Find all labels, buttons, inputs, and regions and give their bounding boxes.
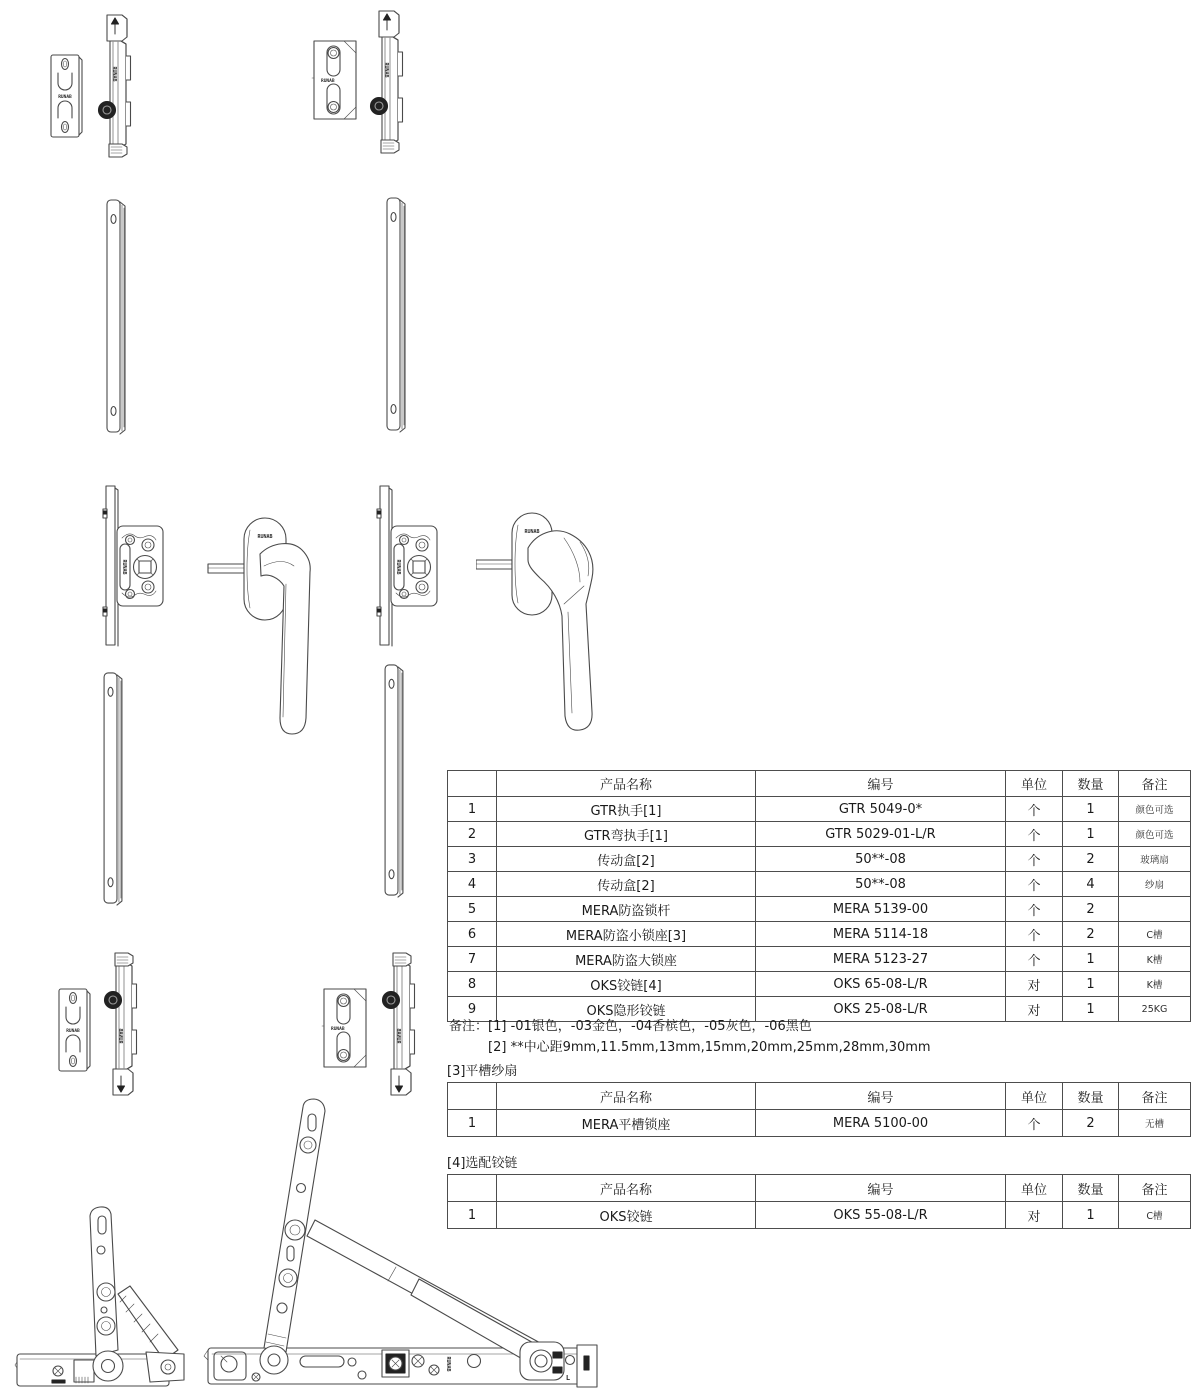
keeper-plate-small-drawing (54, 984, 94, 1076)
lock-bar-drawing (380, 195, 412, 435)
espagnolette-drawing (366, 6, 414, 154)
lock-bar-long-drawing (379, 662, 409, 900)
header-cell (448, 771, 497, 797)
lock-bar-long-drawing (98, 670, 128, 908)
table-row (448, 972, 1191, 997)
cell: MERA平槽锁座 (497, 1110, 756, 1137)
table-row (448, 947, 1191, 972)
cell: 对 (1006, 972, 1063, 997)
header-cell: 产品名称 (497, 1175, 756, 1202)
header-cell: 编号 (756, 771, 1006, 797)
cell: 3 (448, 847, 497, 872)
window-handle-bent-drawing (476, 508, 602, 744)
handing-mark: L (565, 1374, 571, 1382)
header-row (448, 1175, 1191, 1202)
cell: 颜色可选 (1119, 797, 1191, 822)
espagnolette-drawing (378, 952, 426, 1100)
brand-mark: RUNAB (524, 529, 540, 535)
cell: 4 (1063, 872, 1119, 897)
table-row (448, 1202, 1191, 1229)
header-cell (448, 1083, 497, 1110)
cell: OKS铰链 (497, 1202, 756, 1229)
keeper-plate-small-drawing (46, 50, 86, 142)
cell: 1 (1063, 1202, 1119, 1229)
cell: 个 (1006, 847, 1063, 872)
keeper-plate-large-drawing (310, 36, 360, 124)
notes-prefix: 备注： (449, 1019, 489, 1034)
cell: 传动盒[2] (497, 847, 756, 872)
cell: 1 (1063, 822, 1119, 847)
brand-mark: RUNAB (58, 95, 72, 100)
cell: 5 (448, 897, 497, 922)
cell: 个 (1006, 1110, 1063, 1137)
cell: C槽 (1119, 1202, 1191, 1229)
header-cell: 数量 (1063, 1175, 1119, 1202)
cell: 4 (448, 872, 497, 897)
cell: 2 (1063, 922, 1119, 947)
notes-block (449, 1016, 1169, 1058)
brand-mark: RUNAB (445, 1356, 451, 1372)
parts-table-main (447, 770, 1191, 1022)
cell: 50**-08 (756, 847, 1006, 872)
cell: 纱扇 (1119, 872, 1191, 897)
cell: 9 (448, 997, 497, 1022)
table-row (448, 1110, 1191, 1137)
cell: 对 (1006, 1202, 1063, 1229)
cell: 1 (1063, 947, 1119, 972)
table-row (448, 847, 1191, 872)
header-cell: 单位 (1006, 1175, 1063, 1202)
note-line-2: [2] **中心距9mm,11.5mm,13mm,15mm,20mm,25mm,28mm,30mm (488, 1040, 931, 1055)
cell: MERA 5114-18 (756, 922, 1006, 947)
cell: GTR执手[1] (497, 797, 756, 822)
cell: 个 (1006, 947, 1063, 972)
header-cell: 数量 (1063, 1083, 1119, 1110)
table-row (448, 822, 1191, 847)
section-label-screen-sash: [3]平槽纱扇 (447, 1064, 518, 1079)
cell: 2 (448, 822, 497, 847)
table-row (448, 872, 1191, 897)
cell: OKS铰链[4] (497, 972, 756, 997)
cell: 2 (1063, 847, 1119, 872)
header-cell: 单位 (1006, 1083, 1063, 1110)
parts-table-optional-hinge (447, 1174, 1191, 1229)
cell: 1 (448, 797, 497, 822)
brand-mark: RUNAB (331, 1027, 345, 1032)
espagnolette-drawing (94, 10, 142, 158)
cell: MERA 5139-00 (756, 897, 1006, 922)
brand-mark: RUNAB (257, 534, 273, 540)
header-cell: 编号 (756, 1083, 1006, 1110)
keeper-plate-large-drawing (320, 984, 370, 1072)
espagnolette-drawing (100, 952, 148, 1100)
cell: MERA 5123-27 (756, 947, 1006, 972)
window-handle-straight-drawing (206, 512, 312, 746)
header-cell: 备注 (1119, 1175, 1191, 1202)
cell: 1 (1063, 797, 1119, 822)
gearbox-drawing (101, 483, 167, 648)
cell: MERA防盗锁杆 (497, 897, 756, 922)
header-cell: 单位 (1006, 771, 1063, 797)
cell: OKS 55-08-L/R (756, 1202, 1006, 1229)
cell: GTR 5029-01-L/R (756, 822, 1006, 847)
cell: GTR 5049-0* (756, 797, 1006, 822)
lock-bar-drawing (100, 197, 132, 437)
header-row (448, 771, 1191, 797)
brand-mark: RUNAB (121, 559, 127, 575)
cell: K槽 (1119, 972, 1191, 997)
brand-mark: RUNAB (321, 79, 335, 84)
cell: 50**-08 (756, 872, 1006, 897)
cell: 2 (1063, 1110, 1119, 1137)
brand-mark: RUNAB (66, 1029, 80, 1034)
cell: MERA 5100-00 (756, 1110, 1006, 1137)
cell: C槽 (1119, 922, 1191, 947)
cell: 个 (1006, 897, 1063, 922)
cell: 1 (1063, 997, 1119, 1022)
cell: 8 (448, 972, 497, 997)
cell: OKS隐形铰链 (497, 997, 756, 1022)
cell: 1 (1063, 972, 1119, 997)
section-label-optional-hinge: [4]选配铰链 (447, 1156, 518, 1171)
header-cell (448, 1175, 497, 1202)
gearbox-drawing (375, 483, 441, 648)
cell: MERA防盗大锁座 (497, 947, 756, 972)
brand-mark: RUNAB (395, 559, 401, 575)
cell: 对 (1006, 997, 1063, 1022)
parts-table-screen-sash (447, 1082, 1191, 1137)
cell: 6 (448, 922, 497, 947)
cell: 个 (1006, 822, 1063, 847)
brand-mark: RUNAB (383, 62, 389, 78)
cell: 无槽 (1119, 1110, 1191, 1137)
cell: OKS 25-08-L/R (756, 997, 1006, 1022)
header-row (448, 1083, 1191, 1110)
cell: 25KG (1119, 997, 1191, 1022)
friction-hinge-large-drawing (202, 1098, 602, 1390)
cell (1119, 897, 1191, 922)
header-cell: 编号 (756, 1175, 1006, 1202)
cell: 个 (1006, 797, 1063, 822)
cell: 2 (1063, 897, 1119, 922)
cell: OKS 65-08-L/R (756, 972, 1006, 997)
table-row (448, 922, 1191, 947)
brand-mark: RUNAB (111, 66, 117, 82)
table-row (448, 797, 1191, 822)
header-cell: 产品名称 (497, 771, 756, 797)
cell: 传动盒[2] (497, 872, 756, 897)
note-line-1: [1] -01银色，-03金色，-04香槟色，-05灰色，-06黑色 (488, 1019, 812, 1034)
cell: GTR弯执手[1] (497, 822, 756, 847)
header-cell: 备注 (1119, 771, 1191, 797)
cell: 1 (448, 1202, 497, 1229)
cell: 玻璃扇 (1119, 847, 1191, 872)
brand-mark: RUNAB (395, 1028, 401, 1044)
cell: 1 (448, 1110, 497, 1137)
header-cell: 备注 (1119, 1083, 1191, 1110)
cell: 颜色可选 (1119, 822, 1191, 847)
cell: 个 (1006, 872, 1063, 897)
cell: MERA防盗小锁座[3] (497, 922, 756, 947)
table-row (448, 897, 1191, 922)
brand-mark: RUNAB (117, 1028, 123, 1044)
cell: 个 (1006, 922, 1063, 947)
cell: K槽 (1119, 947, 1191, 972)
header-cell: 数量 (1063, 771, 1119, 797)
cell: 7 (448, 947, 497, 972)
header-cell: 产品名称 (497, 1083, 756, 1110)
friction-hinge-small-drawing (14, 1204, 188, 1392)
